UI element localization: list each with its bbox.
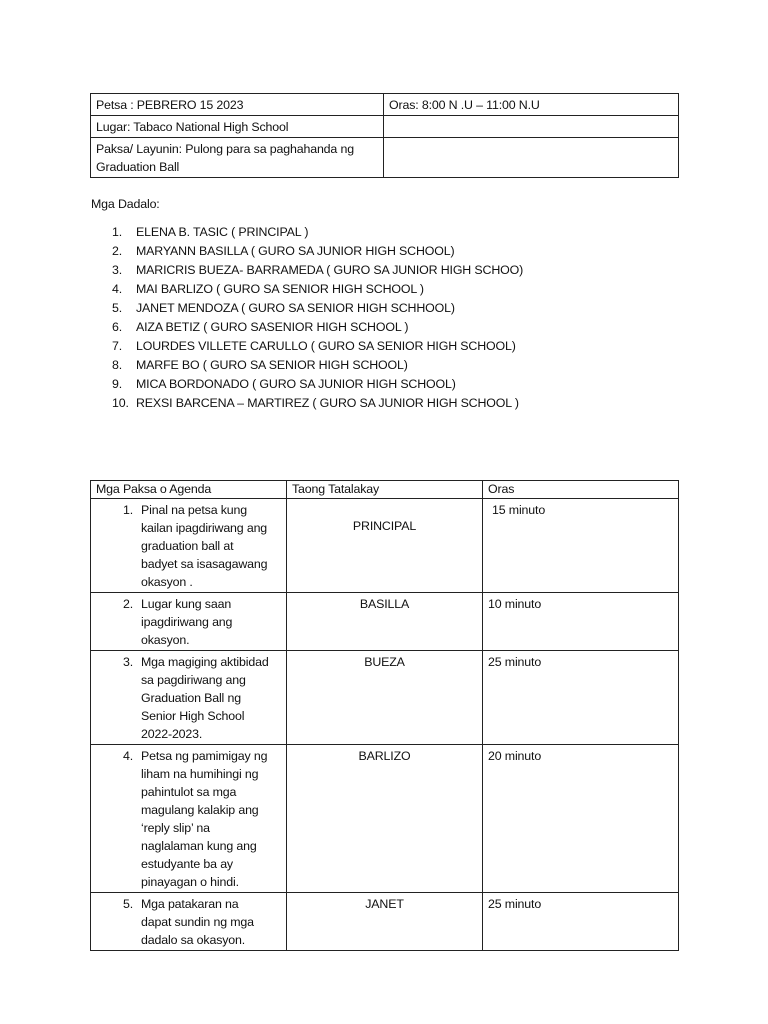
purpose-cell bbox=[91, 138, 384, 178]
attendee-name: ELENA B. TASIC ( PRINCIPAL ) bbox=[136, 225, 309, 239]
date-cell: Petsa : PEBRERO 15 2023 bbox=[91, 94, 384, 116]
agenda-topic-cell bbox=[91, 893, 287, 951]
agenda-topic-cell bbox=[91, 593, 287, 651]
attendee-number: 7. bbox=[112, 339, 123, 353]
topic-line: kailan ipagdiriwang ang bbox=[141, 521, 268, 535]
agenda-speaker-cell bbox=[287, 745, 483, 893]
agenda-time: 25 minuto bbox=[488, 897, 542, 911]
topic-line: sa pagdiriwang ang bbox=[141, 673, 246, 687]
topic-line: naglalaman kung ang bbox=[141, 839, 257, 853]
agenda-speaker-cell bbox=[287, 893, 483, 951]
time-cell: Oras: 8:00 N .U – 11:00 N.U bbox=[384, 94, 679, 116]
topic-line: ipagdiriwang ang bbox=[141, 615, 233, 629]
agenda-number: 4. bbox=[123, 749, 134, 763]
attendee-number: 5. bbox=[112, 301, 123, 315]
agenda-speaker: BUEZA bbox=[364, 655, 405, 669]
column-header-time: Oras bbox=[483, 481, 679, 499]
agenda-topic-cell bbox=[91, 745, 287, 893]
table-row bbox=[91, 893, 679, 951]
agenda-topic bbox=[96, 653, 281, 743]
topic-line: dapat sundin ng mga bbox=[141, 915, 254, 929]
topic-line: 2022-2023. bbox=[141, 727, 203, 741]
attendee-name: MICA BORDONADO ( GURO SA JUNIOR HIGH SCHOOL) bbox=[136, 377, 456, 391]
attendee-number: 3. bbox=[112, 263, 123, 277]
agenda-number: 1. bbox=[123, 503, 134, 517]
topic-line: Graduation Ball ng bbox=[141, 691, 241, 705]
topic-line: dadalo sa okasyon. bbox=[141, 933, 246, 947]
purpose-line: Paksa/ Layunin: Pulong para sa paghahanda ng bbox=[96, 142, 354, 156]
attendee-name: LOURDES VILLETE CARULLO ( GURO SA SENIOR HIGH SCHOOL) bbox=[136, 339, 516, 353]
agenda-time: 15 minuto bbox=[492, 503, 546, 517]
meeting-info-table bbox=[90, 93, 679, 178]
attendee-name: MARICRIS BUEZA- BARRAMEDA ( GURO SA JUNIOR HIGH SCHOO) bbox=[136, 263, 524, 277]
agenda-time-cell bbox=[483, 893, 679, 951]
attendee-item bbox=[112, 395, 523, 414]
agenda-topic-cell bbox=[91, 651, 287, 745]
agenda-number: 5. bbox=[123, 897, 134, 911]
attendee-item bbox=[112, 376, 523, 395]
agenda-speaker: JANET bbox=[365, 897, 404, 911]
topic-line: Senior High School bbox=[141, 709, 245, 723]
agenda-time: 25 minuto bbox=[488, 655, 542, 669]
attendee-item bbox=[112, 262, 523, 281]
empty-cell bbox=[384, 138, 679, 178]
topic-line: pinayagan o hindi. bbox=[141, 875, 239, 889]
agenda-topic bbox=[96, 895, 281, 949]
agenda-speaker: PRINCIPAL bbox=[352, 519, 417, 533]
agenda-topic bbox=[96, 747, 281, 891]
topic-line: Pinal na petsa kung bbox=[141, 503, 247, 517]
attendee-item bbox=[112, 224, 523, 243]
agenda-topic bbox=[96, 501, 281, 591]
topic-line: liham na humihingi ng bbox=[141, 767, 259, 781]
topic-line: graduation ball at bbox=[141, 539, 234, 553]
topic-line: estudyante ba ay bbox=[141, 857, 233, 871]
attendee-number: 4. bbox=[112, 282, 123, 296]
attendee-number: 8. bbox=[112, 358, 123, 372]
attendee-item bbox=[112, 338, 523, 357]
attendees-heading: Mga Dadalo: bbox=[91, 197, 160, 211]
agenda-speaker-cell bbox=[287, 593, 483, 651]
agenda-time: 20 minuto bbox=[488, 749, 542, 763]
attendee-name: AIZA BETIZ ( GURO SASENIOR HIGH SCHOOL ) bbox=[136, 320, 409, 334]
topic-line: okasyon. bbox=[141, 633, 190, 647]
topic-line: badyet sa isasagawang bbox=[141, 557, 268, 571]
column-header-speaker: Taong Tatalakay bbox=[287, 481, 483, 499]
agenda-time-cell bbox=[483, 499, 679, 593]
attendee-item bbox=[112, 319, 523, 338]
topic-line: Mga magiging aktibidad bbox=[141, 655, 269, 669]
attendee-name: MARYANN BASILLA ( GURO SA JUNIOR HIGH SCHOOL) bbox=[136, 244, 455, 258]
attendee-item bbox=[112, 243, 523, 262]
attendee-name: REXSI BARCENA – MARTIREZ ( GURO SA JUNIOR HIGH SCHOOL ) bbox=[136, 396, 519, 410]
attendee-item bbox=[112, 300, 523, 319]
table-row bbox=[91, 499, 679, 593]
agenda-speaker: BARLIZO bbox=[358, 749, 411, 763]
attendee-name: MAI BARLIZO ( GURO SA SENIOR HIGH SCHOOL ) bbox=[136, 282, 424, 296]
venue-cell: Lugar: Tabaco National High School bbox=[91, 116, 384, 138]
empty-cell bbox=[384, 116, 679, 138]
column-header-topic: Mga Paksa o Agenda bbox=[91, 481, 287, 499]
agenda-number: 2. bbox=[123, 597, 134, 611]
topic-line: ‘reply slip’ na bbox=[141, 821, 210, 835]
topic-line: okasyon . bbox=[141, 575, 193, 589]
table-row bbox=[91, 593, 679, 651]
attendee-name: MARFE BO ( GURO SA SENIOR HIGH SCHOOL) bbox=[136, 358, 408, 372]
agenda-number: 3. bbox=[123, 655, 134, 669]
agenda-topic bbox=[96, 595, 281, 649]
attendee-number: 10. bbox=[112, 396, 129, 410]
topic-line: magulang kalakip ang bbox=[141, 803, 259, 817]
agenda-topic-cell bbox=[91, 499, 287, 593]
attendee-number: 6. bbox=[112, 320, 123, 334]
agenda-time-cell bbox=[483, 593, 679, 651]
agenda-table bbox=[90, 480, 679, 951]
agenda-speaker-cell bbox=[287, 499, 483, 593]
agenda-speaker-cell bbox=[287, 651, 483, 745]
agenda-speaker: BASILLA bbox=[359, 597, 410, 611]
attendees-list bbox=[112, 224, 523, 414]
topic-line: Petsa ng pamimigay ng bbox=[141, 749, 268, 763]
table-row bbox=[91, 651, 679, 745]
agenda-time-cell bbox=[483, 651, 679, 745]
topic-line: Mga patakaran na bbox=[141, 897, 239, 911]
topic-line: Lugar kung saan bbox=[141, 597, 232, 611]
agenda-time: 10 minuto bbox=[488, 597, 542, 611]
table-row bbox=[91, 745, 679, 893]
attendee-number: 9. bbox=[112, 377, 123, 391]
attendee-name: JANET MENDOZA ( GURO SA SENIOR HIGH SCHHOOL) bbox=[136, 301, 455, 315]
topic-line: pahintulot sa mga bbox=[141, 785, 237, 799]
attendee-number: 1. bbox=[112, 225, 123, 239]
agenda-time-cell bbox=[483, 745, 679, 893]
attendee-item bbox=[112, 281, 523, 300]
purpose-line: Graduation Ball bbox=[96, 160, 180, 174]
agenda-header-row bbox=[91, 481, 679, 499]
attendee-item bbox=[112, 357, 523, 376]
attendee-number: 2. bbox=[112, 244, 123, 258]
